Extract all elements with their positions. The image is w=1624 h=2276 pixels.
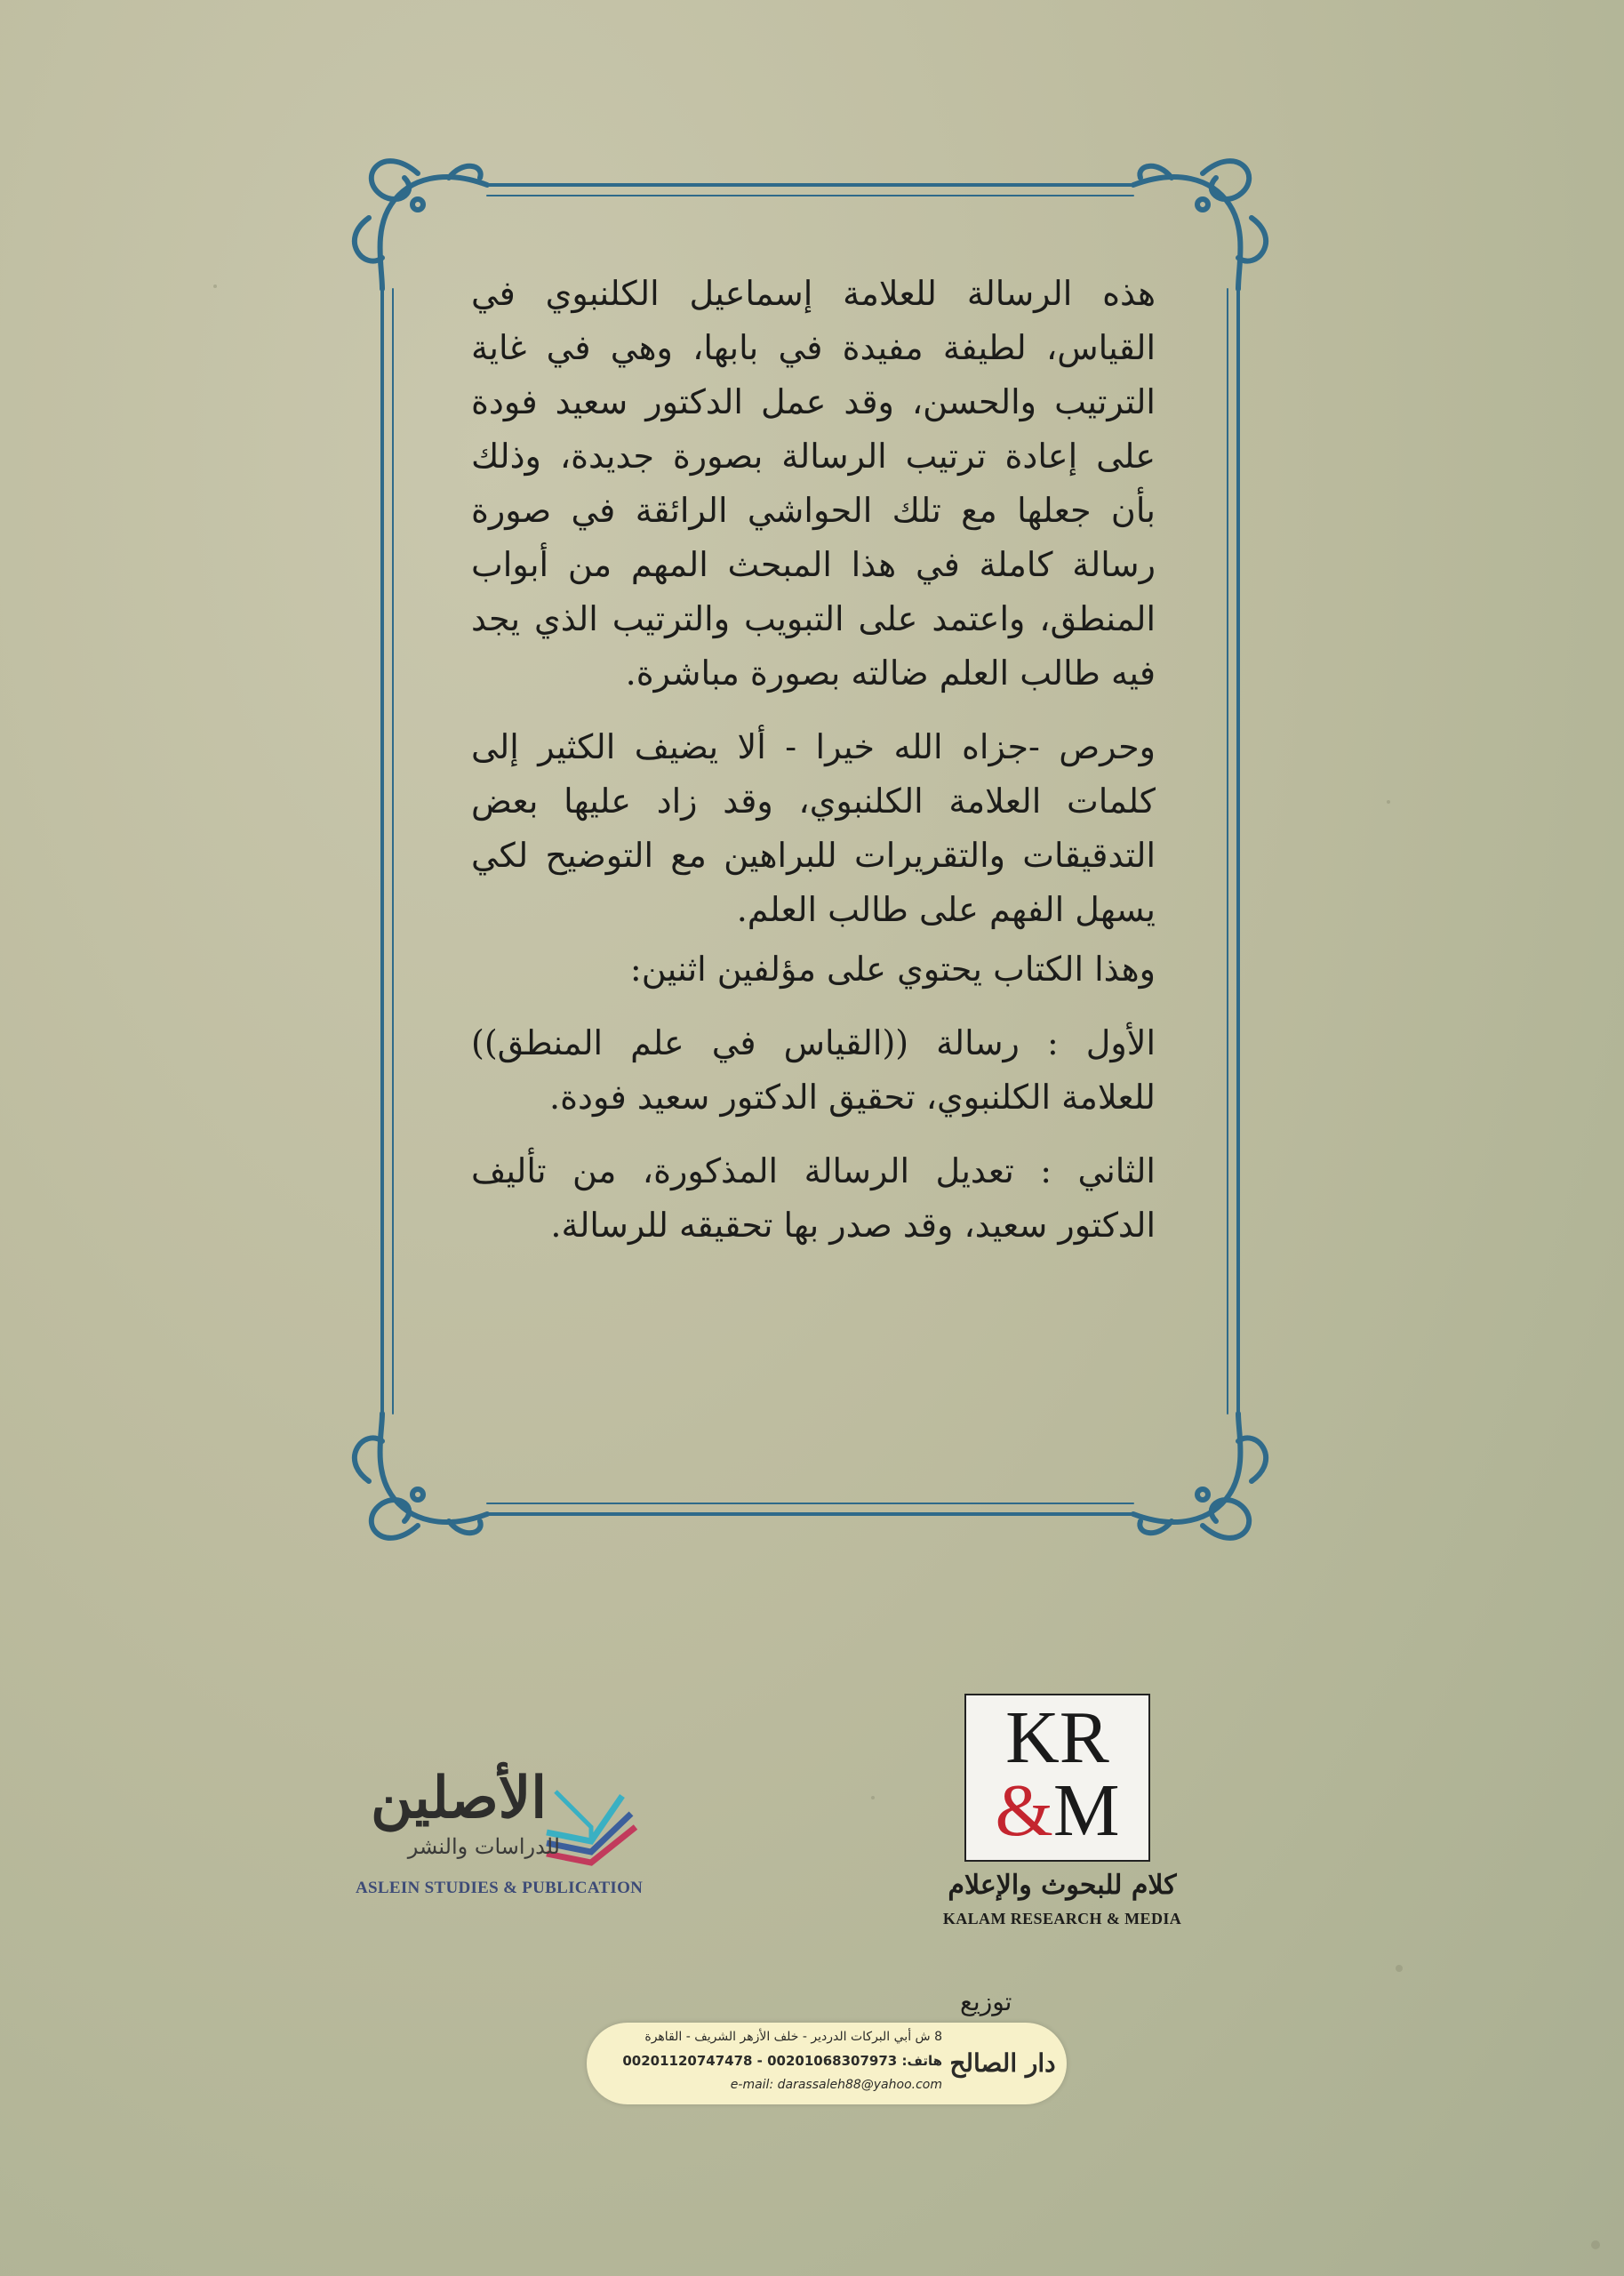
aslein-name-ar: الأصلين [371,1765,547,1831]
corner-flourish-top-left [355,161,487,289]
paragraph-editor-note: وحرص -جزاه الله خيرا - ألا يضيف الكثير إلى كلمات العلامة الكلنبوي، وقد زاد عليها بعض التدقيقات والتقريرات للبراهين مع التوضيح لكي يسهل الفهم على طالب العلم. [471,727,1156,929]
krm-top-letters: KR [1005,1696,1109,1779]
krm-ampersand: & [995,1769,1053,1852]
aslein-subtitle-ar: للدراسات والنشر [407,1834,560,1859]
distributor-email: e-mail: darassaleh88@yahoo.com [730,2078,942,2092]
corner-flourish-bottom-right [1133,1414,1266,1538]
krm-bottom-letters [966,1769,1148,1852]
corner-flourish-bottom-left [355,1414,487,1538]
distributor-phones: هاتف: 00201068307973 - 00201120747478 [622,2053,942,2069]
krm-monogram [964,1694,1150,1862]
kalam-logo [933,1694,1191,1934]
paragraph-second-work: الثاني : تعديل الرسالة المذكورة، من تأليف الدكتور سعيد، وقد صدر بها تحقيقه للرسالة. [471,1151,1156,1245]
distributor-card [587,2023,1067,2104]
aslein-logo [351,1756,644,1898]
back-cover-text [471,267,1156,1272]
distribution-label: توزيع [960,1987,1012,2016]
distributor-logo: دار الصالح [949,2048,1056,2078]
paragraph-contents-intro: وهذا الكتاب يحتوي على مؤلفين اثنين: [629,950,1156,989]
kalam-name-en: KALAM RESEARCH & MEDIA [942,1910,1182,1927]
krm-letter-m: M [1052,1769,1120,1852]
kalam-name-ar: كلام للبحوث والإعلام [948,1870,1177,1901]
aslein-name-en: ASLEIN STUDIES & PUBLICATION [356,1879,644,1897]
distributor-address: 8 ش أبي البركات الدردير - خلف الأزهر الشريف - القاهرة [644,2030,942,2044]
paragraph-first-work: الأول : رسالة ((القياس في علم المنطق)) للعلامة الكلنبوي، تحقيق الدكتور سعيد فودة. [471,1023,1156,1117]
paragraph-intro: هذه الرسالة للعلامة إسماعيل الكلنبوي في القياس، لطيفة مفيدة في بابها، وهي في غاية الترتيب والحسن، وقد عمل الدكتور سعيد فودة على إعادة ترتيب الرسالة بصورة جديدة، وذلك بأن جعلها مع تلك الحواشي الرائقة في صورة رسالة كاملة في هذا المبحث المهم من أبواب المنطق، واعتمد على التبويب والترتيب الذي يجد فيه طالب العلم ضالته بصورة مباشرة. [471,274,1156,693]
